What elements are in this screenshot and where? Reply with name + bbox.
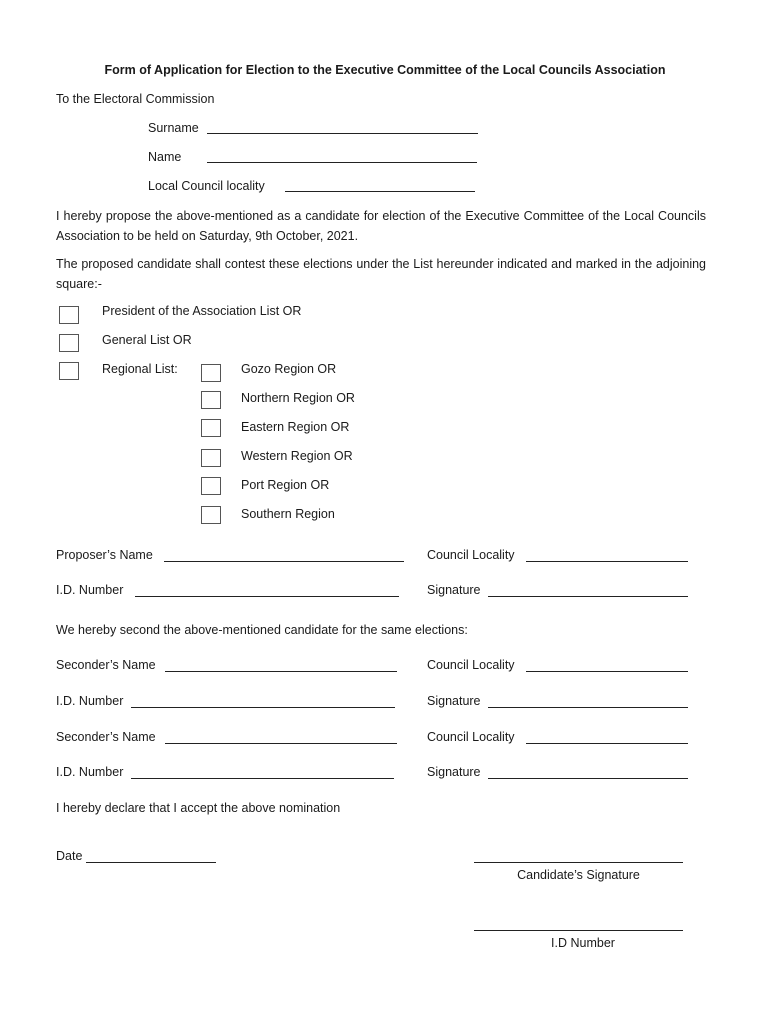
western-region-checkbox[interactable]	[201, 449, 221, 467]
form-title: Form of Application for Election to the Executive Committee of the Local Councils Association	[104, 63, 666, 77]
locality-field[interactable]	[285, 191, 475, 192]
port-region-checkbox[interactable]	[201, 477, 221, 495]
seconder-1-signature-field[interactable]	[488, 707, 688, 708]
seconder-2-name-field[interactable]	[165, 743, 397, 744]
president-list-checkbox[interactable]	[59, 306, 79, 324]
seconder-1-id-label: I.D. Number	[56, 694, 124, 708]
locality-label: Local Council locality	[148, 179, 265, 193]
seconder-2-signature-label: Signature	[427, 765, 481, 779]
candidate-signature-field[interactable]	[474, 862, 683, 863]
proposer-name-label: Proposer’s Name	[56, 548, 153, 562]
name-label: Name	[148, 150, 182, 164]
gozo-region-checkbox[interactable]	[201, 364, 221, 382]
declare-paragraph: I hereby declare that I accept the above nomination	[56, 801, 341, 815]
date-field[interactable]	[86, 862, 216, 863]
contest-paragraph: The proposed candidate shall contest these elections under the List hereunder indicated and marked in the adjoining square:-	[56, 257, 706, 291]
candidate-signature-caption: Candidate’s Signature	[517, 868, 640, 882]
name-field[interactable]	[207, 162, 477, 163]
seconder-1-id-field[interactable]	[131, 707, 395, 708]
proposer-id-field[interactable]	[135, 596, 399, 597]
proposer-name-field[interactable]	[164, 561, 404, 562]
general-list-label: General List OR	[102, 333, 192, 347]
southern-region-checkbox[interactable]	[201, 506, 221, 524]
seconder-2-signature-field[interactable]	[488, 778, 688, 779]
seconder-2-name-label: Seconder’s Name	[56, 730, 156, 744]
port-region-label: Port Region OR	[241, 478, 330, 492]
surname-label: Surname	[148, 121, 199, 135]
proposer-locality-label: Council Locality	[427, 548, 515, 562]
seconder-2-locality-label: Council Locality	[427, 730, 515, 744]
eastern-region-checkbox[interactable]	[201, 419, 221, 437]
northern-region-checkbox[interactable]	[201, 391, 221, 409]
seconder-1-name-field[interactable]	[165, 671, 397, 672]
proposer-signature-field[interactable]	[488, 596, 688, 597]
surname-field[interactable]	[207, 133, 478, 134]
seconder-1-locality-label: Council Locality	[427, 658, 515, 672]
western-region-label: Western Region OR	[241, 449, 353, 463]
proposer-locality-field[interactable]	[526, 561, 688, 562]
proposer-id-label: I.D. Number	[56, 583, 124, 597]
candidate-id-caption: I.D Number	[551, 936, 615, 950]
seconder-2-locality-field[interactable]	[526, 743, 688, 744]
propose-paragraph: I hereby propose the above-mentioned as a candidate for election of the Executive Committee of the Local Councils Association to be held on Saturday, 9th October, 2021.	[56, 209, 706, 243]
date-label: Date	[56, 849, 83, 863]
general-list-checkbox[interactable]	[59, 334, 79, 352]
seconder-1-signature-label: Signature	[427, 694, 481, 708]
northern-region-label: Northern Region OR	[241, 391, 355, 405]
seconder-2-id-field[interactable]	[131, 778, 394, 779]
proposer-signature-label: Signature	[427, 583, 481, 597]
candidate-id-field[interactable]	[474, 930, 683, 931]
seconder-2-id-label: I.D. Number	[56, 765, 124, 779]
southern-region-label: Southern Region	[241, 507, 335, 521]
president-list-label: President of the Association List OR	[102, 304, 302, 318]
addressee: To the Electoral Commission	[56, 92, 215, 106]
regional-list-checkbox[interactable]	[59, 362, 79, 380]
regional-list-label: Regional List:	[102, 362, 178, 376]
gozo-region-label: Gozo Region OR	[241, 362, 337, 376]
eastern-region-label: Eastern Region OR	[241, 420, 350, 434]
second-paragraph: We hereby second the above-mentioned candidate for the same elections:	[56, 623, 468, 637]
seconder-1-name-label: Seconder’s Name	[56, 658, 156, 672]
seconder-1-locality-field[interactable]	[526, 671, 688, 672]
